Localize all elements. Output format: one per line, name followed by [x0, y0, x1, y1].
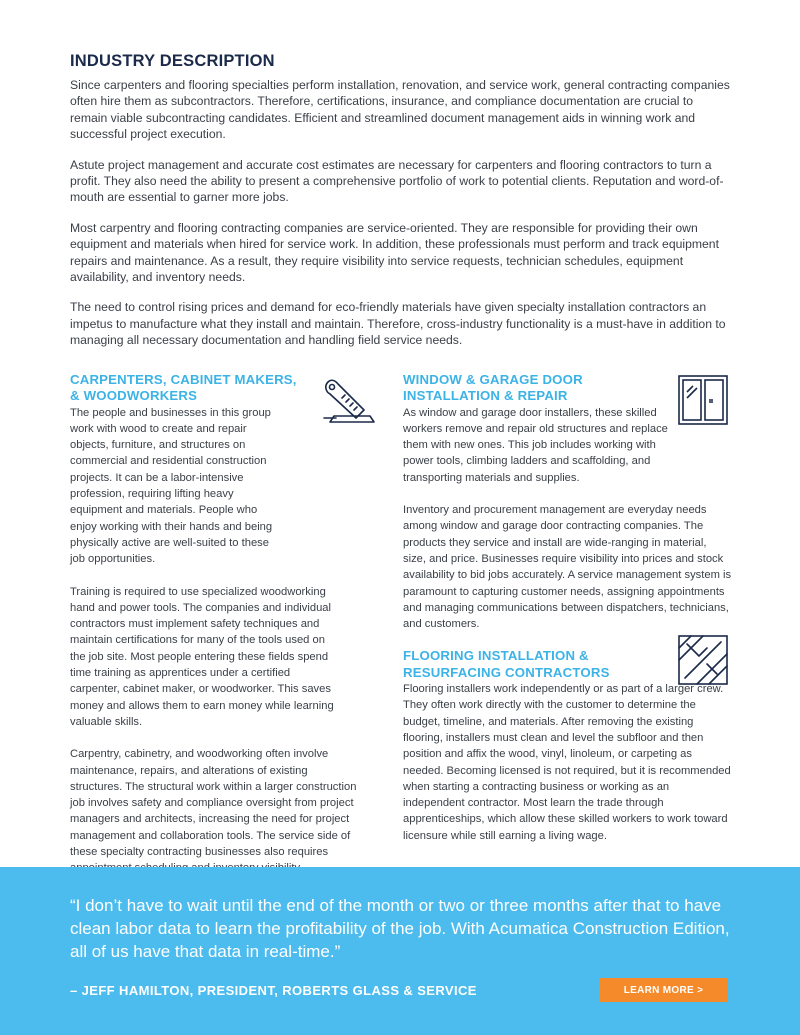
- testimonial-attribution: – JEFF HAMILTON, PRESIDENT, ROBERTS GLASS & SERVICE: [70, 983, 477, 998]
- flooring-heading-line: RESURFACING CONTRACTORS: [403, 664, 610, 680]
- carpenters-paragraph: Training is required to use specialized woodworking hand and power tools. The companies and individual contractors must implement safety techniques and maintain certifications for many of the tools used on the job site. Most people entering these fields spend time training as apprentices under a certified carpenter, cabinet maker, or woodworker. This saves money and allows them to earn money while learning valuable skills.: [70, 585, 334, 728]
- saw-icon: [320, 374, 376, 430]
- flooring-heading-line: FLOORING INSTALLATION &: [403, 648, 589, 664]
- learn-more-button[interactable]: LEARN MORE >: [599, 978, 728, 1002]
- window-heading-line: INSTALLATION & REPAIR: [403, 388, 568, 404]
- carpenters-heading: [70, 372, 362, 405]
- window-paragraph: As window and garage door installers, these skilled workers remove and repair old structures and replace them with new ones. This job includes working with power tools, climbing ladders and scaffolding, and transporting materials and supplies.: [403, 406, 668, 484]
- window-section: [403, 372, 732, 860]
- industry-section: [70, 52, 732, 363]
- industry-paragraph: Most carpentry and flooring contracting companies are service-oriented. They are responsible for providing their own equipment and materials when hired for service work. In addition, these professionals must perform and track equipment repairs and maintenance. As a result, they require visibility into service requests, technician schedules, equipment availability, and inventory needs.: [70, 220, 719, 285]
- industry-paragraph: The need to control rising prices and demand for eco-friendly materials have given specialty installation contractors an impetus to manufacture what they install and maintain. Therefore, cross-industry functionality is a must-have in addition to managing all necessary documentation and handling field service needs.: [70, 300, 726, 348]
- industry-body: [70, 77, 732, 349]
- carpenters-paragraph: Carpentry, cabinetry, and woodworking often involve maintenance, repairs, and alterations of existing structures. The structural work within a larger construction job involves safety and compliance oversight from project managers and architects, increasing the need for project management and collaboration tools. The service side of these specialty contracting businesses also requires: [70, 748, 357, 859]
- industry-paragraph: Astute project management and accurate cost estimates are necessary for carpenters and flooring contractors to turn a profit. They also need the ability to present a comprehensive portfolio of work to potential clients. Reputation and word-of-mouth are essential to garner more jobs.: [70, 157, 724, 205]
- testimonial-quote: “I don’t have to wait until the end of the month or two or three months after that to have clean labor data to learn the profitability of the job. With Acumatica Construction Edition, all of us have that data in real-time.”: [70, 896, 730, 961]
- carpenters-heading-line: & WOODWORKERS: [70, 388, 198, 404]
- flooring-section: [403, 648, 732, 844]
- carpenters-paragraph: The people and businesses in this group work with wood to create and repair objects, furniture, and structures on commercial and residential construction projects. It can be a labor-intensive profession, requiring lifting heavy equipment and materials. People who enjoy working with their hands and being physically active are well-suited to these job opportunities.: [70, 406, 273, 566]
- window-heading-line: WINDOW & GARAGE DOOR: [403, 372, 583, 387]
- flooring-paragraph: Flooring installers work independently or as part of a larger crew. They often work directly with the customer to determine the budget, timeline, and materials. After removing the existing flooring, installers must clean and level the subfloor and then position and affix the wood, vinyl, linoleum, or carpeting as needed. Becoming licensed is not required, but it is recommended when starting a contracting business or working as an independent contractor. Most learn the trade through apprenticeships, which allow these skilled workers to work toward licensure while still earning a living wage.: [403, 683, 731, 842]
- carpenters-heading-line: CARPENTERS, CABINET MAKERS,: [70, 372, 297, 387]
- carpenters-section: [70, 372, 362, 893]
- flooring-icon: [677, 634, 729, 686]
- industry-heading: INDUSTRY DESCRIPTION: [70, 52, 275, 70]
- industry-paragraph: Since carpenters and flooring specialties perform installation, renovation, and service work, general contracting companies often hire them as subcontractors. Therefore, certifications, insurance, and compliance documentation are crucial to remain viable subcontracting candidates. Efficient and streamlined document management aids in winning work and successful project execution.: [70, 78, 730, 142]
- window-paragraph: Inventory and procurement management are everyday needs among window and garage door contracting companies. The products they service and install are wide-ranging in material, size, and price. Businesses require visibility into prices and stock availability to bid jobs accurately. A service management system is paramount to capturing customer needs, assigning appointments and managing communications between dispatchers, technicians, and customers.: [403, 504, 732, 631]
- door-icon: [677, 374, 729, 426]
